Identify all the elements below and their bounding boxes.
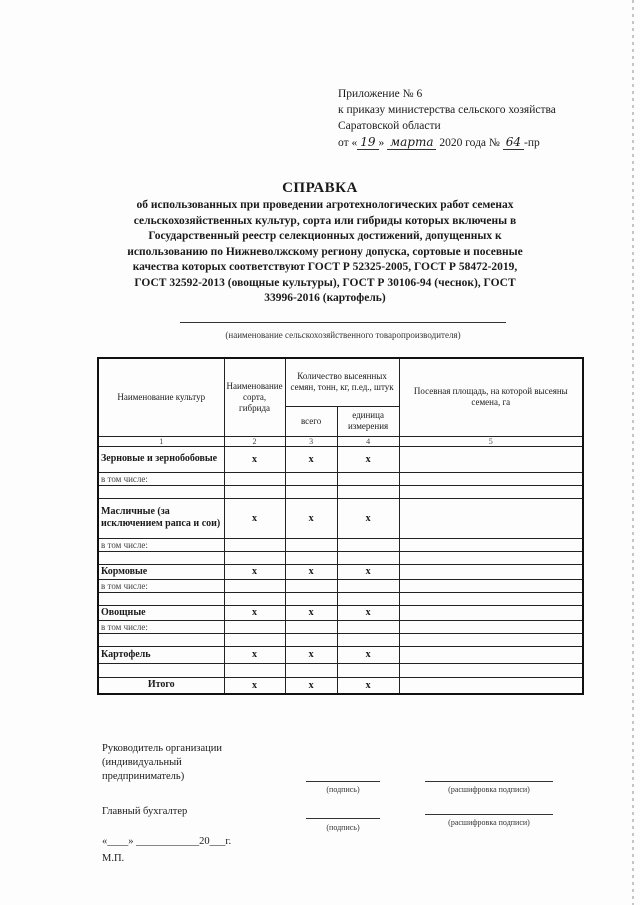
head-decode-line (425, 781, 553, 782)
cell-variety: х (224, 498, 285, 538)
head-sign-line (306, 781, 380, 782)
table-row (98, 446, 583, 472)
appendix-date-line (338, 134, 556, 151)
scan-edge-mark (632, 0, 634, 905)
cell-unit: х (337, 677, 399, 694)
column-numbers-row (98, 436, 583, 446)
head-sign-caption: (подпись) (326, 785, 360, 794)
document-subtitle: об использованных при проведении агротехнологических работ семенах сельскохозяйственных культур, сорта или гибриды которых включены в Государственный реестр селекционных достижений, допущенных к использованию по Нижневолжскому региону допуска, сортовые и посевные качества которых соответствуют ГОСТ Р 52325-2005, ГОСТ Р 58472-2019, ГОСТ 32592-2013 (овощные культуры), ГОСТ Р 30106-94 (чеснок), ГОСТ 33996-2016 (картофель) (127, 199, 523, 304)
col-num-3: 3 (285, 436, 337, 446)
crops-table (97, 357, 584, 695)
crop-name: Масличные (за исключением рапса и сои) (98, 498, 224, 538)
table-row (98, 646, 583, 663)
cell-total: х (285, 677, 337, 694)
crop-name: Овощные (98, 605, 224, 620)
cell-total: х (285, 605, 337, 620)
appendix-block (338, 86, 556, 151)
cell-unit: х (337, 646, 399, 663)
head-line-3: предприниматель) (102, 771, 185, 782)
cell-unit: х (337, 564, 399, 579)
crop-name: Зерновые и зернобобовые (98, 446, 224, 472)
table-row (98, 633, 583, 646)
accountant-sign-line (306, 818, 380, 819)
crop-name: Кормовые (98, 564, 224, 579)
sub-label: в том числе: (98, 579, 224, 592)
accountant-decode-caption: (расшифровка подписи) (448, 818, 530, 827)
table-row (98, 605, 583, 620)
sub-label: в том числе: (98, 620, 224, 633)
accountant-decode-line (425, 814, 553, 815)
table-row (98, 564, 583, 579)
head-line-1: Руководитель организации (102, 743, 222, 754)
table-row (98, 538, 583, 551)
handwritten-number: 64 (503, 135, 524, 150)
stamp-place-label: М.П. (102, 853, 125, 864)
date-prefix: от « (338, 137, 358, 149)
accountant-label: Главный бухгалтер (102, 806, 188, 817)
total-label: Итого (98, 677, 224, 694)
accountant-sign-caption: (подпись) (326, 823, 360, 832)
table-row (98, 472, 583, 485)
document-title: СПРАВКА (282, 180, 358, 196)
cell-total: х (285, 446, 337, 472)
appendix-line-2: к приказу министерства сельского хозяйства (338, 104, 556, 116)
col-num-2: 2 (224, 436, 285, 446)
handwritten-day: 19 (357, 135, 378, 150)
sub-label: в том числе: (98, 538, 224, 551)
table-row (98, 498, 583, 538)
cell-unit: х (337, 605, 399, 620)
col-num-5: 5 (399, 436, 583, 446)
table-row (98, 592, 583, 605)
cell-area (399, 677, 583, 694)
cell-unit: х (337, 498, 399, 538)
total-row (98, 677, 583, 694)
cell-variety: х (224, 677, 285, 694)
crop-name: Картофель (98, 646, 224, 663)
appendix-line-3: Саратовской области (338, 120, 441, 132)
header-unit: единица измерения (337, 406, 399, 436)
header-total: всего (285, 406, 337, 436)
cell-unit: х (337, 446, 399, 472)
cell-variety: х (224, 564, 285, 579)
date-fill-line: «____» ____________20___г. (102, 836, 232, 847)
producer-caption: (наименование сельскохозяйственного товаропроизводителя) (225, 330, 461, 340)
producer-name-line (180, 322, 506, 323)
header-variety: Наименование сорта, гибрида (224, 358, 285, 436)
head-line-2: (индивидуальный (102, 757, 182, 768)
table-row (98, 620, 583, 633)
table-row (98, 663, 583, 677)
col-num-4: 4 (337, 436, 399, 446)
sub-label: в том числе: (98, 472, 224, 485)
table-row (98, 551, 583, 564)
table-row (98, 579, 583, 592)
cell-total: х (285, 646, 337, 663)
cell-area (399, 498, 583, 538)
table-row (98, 485, 583, 498)
cell-variety: х (224, 646, 285, 663)
cell-area (399, 564, 583, 579)
col-num-1: 1 (98, 436, 224, 446)
order-suffix: -пр (524, 137, 540, 149)
cell-total: х (285, 564, 337, 579)
header-quantity: Количество высеянных семян, тонн, кг, п.ед., штук (285, 358, 399, 406)
head-signature-label (102, 742, 222, 784)
date-mid: » (378, 137, 385, 149)
cell-area (399, 646, 583, 663)
header-crop: Наименование культур (98, 358, 224, 436)
head-decode-caption: (расшифровка подписи) (448, 785, 530, 794)
year-text: 2020 года № (439, 137, 500, 149)
cell-total: х (285, 498, 337, 538)
appendix-line-1: Приложение № 6 (338, 88, 423, 100)
handwritten-month: марта (387, 135, 436, 150)
cell-area (399, 605, 583, 620)
cell-variety: х (224, 605, 285, 620)
cell-variety: х (224, 446, 285, 472)
header-area: Посевная площадь, на которой высеяны семена, га (399, 358, 583, 436)
cell-area (399, 446, 583, 472)
